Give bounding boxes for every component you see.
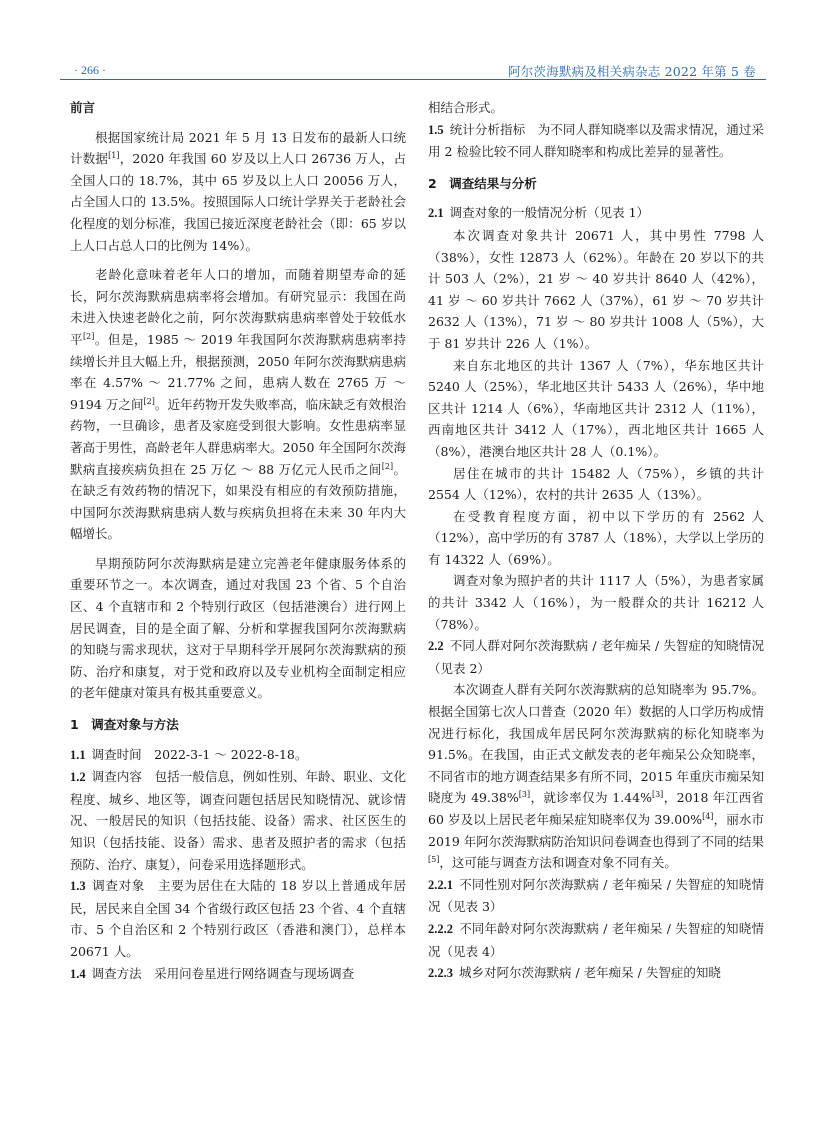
subsection-2-1: 2.1 调查对象的一般情况分析（见表 1） [428,205,650,221]
paragraph-residence: 居住在城市的共计 15482 人（75%），乡镇的共计 2554 人（12%），农村的共计 2635 人（13%）。 [428,465,764,503]
citation: [2] [143,396,155,406]
citation: [4] [702,811,714,821]
intro-paragraph-3: 早期预防阿尔茨海默病是建立完善老年健康服务体系的重要环节之一。本次调查，通过对我国 23 个省、5 个自治区、4 个直辖市和 2 个特别行政区（包括港澳台）进行网上居民调查，目的是全面了解、分析和掌握我国阿尔茨海默病的知晓与需求现状，这对于早期科学开展阿尔茨海默病的预防、治疗和康复，对于党和政府以及专业机构全面制定相应的老年健康对策具有极其重要意义。 [70,555,406,701]
citation: [3] [518,790,531,800]
paragraph-awareness: 本次调查人群有关阿尔茨海默病的总知晓率为 95.7%。根据全国第七次人口普查（2020 年）数据的人口学历构成情况进行标化，我国成年居民阿尔茨海默病的标化知晓率为 91.5%。在我国，由正式文献发表的老年痴呆公众知晓率，不同省市的地方调查结果多有所不同，2015 年重庆市痴呆知晓度为 49.38%[3]，就诊率仅为 1.44%[3]，2018 年江西省 60 岁及以上居民老年痴呆症知晓率仅为 39.00%[4]，丽水市 2019 年阿尔茨海默病防治知识问卷调查也得到了不同的结果[5]，这可能与调查方法和调查对象不同有关。 [428,682,764,871]
subsection-2-2: 2.2 不同人群对阿尔茨海默病 / 老年痴呆 / 失智症的知晓情况（见表 2） [428,638,764,676]
section-heading-intro: 前言 [70,100,96,115]
citation: [3] [651,790,664,800]
subsection-1-2: 1.2 调查内容 包括一般信息，例如性别、年龄、职业、文化程度、城乡、地区等，调查问题包括居民知晓情况、就诊情况、一般居民的知识（包括技能、设备）需求、社区医生的知识（包括技能、设备）需求、患者及照护者的需求（包括预防、治疗、康复），问卷采用选择题形式。 [70,769,406,872]
citation: [5] [428,855,440,865]
page-number: · 266 · [74,63,106,77]
subsection-1-4-continued: 相结合形式。 [428,100,504,115]
left-column [70,97,406,985]
intro-paragraph-2: 老龄化意味着老年人口的增加，而随着期望寿命的延长，阿尔茨海默病患病率将会增加。有研究显示：我国在尚未进入快速老龄化之前，阿尔茨海默病患病率曾处于较低水平[2]。但是，1985 ～ 2019 年我国阿尔茨海默病患病率持续增长并且大幅上升，根据预测，2050 年阿尔茨海默病患病率在 4.57% ～ 21.77% 之间，患病人数在 2765 万 ～ 9194 万之间[2]。近年药物开发失败率高，临床缺乏有效根治药物，一旦确诊，患者及家庭受到很大影响。女性患病率显著高于男性，高龄老年人群患病率大。2050 年全国阿尔茨海默病直接疾病负担在 25 万亿 ～ 88 万亿元人民币之间[2]。在缺乏有效药物的情况下，如果没有相应的有效预防措施，中国阿尔茨海默病患病人数与疾病负担将在未来 30 年内大幅增长。 [70,267,406,542]
right-column [428,97,764,985]
subsection-2-2-1: 2.2.1 不同性别对阿尔茨海默病 / 老年痴呆 / 失智症的知晓情况（见表 3） [428,876,764,915]
subsection-1-3: 1.3 调查对象 主要为居住在大陆的 18 岁以上普通成年居民，居民来自全国 34 个省级行政区包括 23 个省、4 个直辖市、5 个自治区和 2 个特别行政区（香港和澳门），总样本 20671 人。 [70,878,406,959]
paragraph-role: 调查对象为照护者的共计 1117 人（5%），为患者家属的共计 3342 人（16%），为一般群众的共计 16212 人（78%）。 [428,573,764,632]
subsection-1-1: 1.1 调查时间 2022-3-1 ～ 2022-8-18。 [70,746,308,762]
paragraph-general: 本次调查对象共计 20671 人，其中男性 7798 人（38%），女性 12873 人（62%）。年龄在 20 岁以下的共计 503 人（2%），21 岁 ～ 40 岁共计 8640 人（42%），41 岁 ～ 60 岁共计 7662 人（37%），61 岁 ～ 70 岁共计 2632 人（13%），71 岁 ～ 80 岁共计 1008 人（5%），大于 81 岁共计 226 人（1%）。 [428,227,764,351]
section-heading-1: 1 调查对象与方法 [70,717,179,733]
subsection-2-2-3: 2.2.3 城乡对阿尔茨海默病 / 老年痴呆 / 失智症的知晓 [428,965,721,981]
subsection-2-2-2: 2.2.2 不同年龄对阿尔茨海默病 / 老年痴呆 / 失智症的知晓情况（见表 4） [428,920,764,959]
journal-title: 阿尔茨海默病及相关病杂志 2022 年第 5 卷 [508,64,756,79]
subsection-1-4: 1.4 调查方法 采用问卷星进行网络调查与现场调查 [70,965,355,981]
intro-paragraph-1: 根据国家统计局 2021 年 5 月 13 日发布的最新人口统计数据[1]，2020 年我国 60 岁及以上人口 26736 万人，占全国人口的 18.7%，其中 65 岁及以上人口 20056 万人，占全国人口的 13.5%。按照国际人口统计学界关于老龄社会化程度的划分标准，我国已接近深度老龄社会（即：65 岁以上人口占总人口的比例为 14%）。 [70,129,406,253]
paragraph-region: 来自东北地区的共计 1367 人（7%），华东地区共计 5240 人（25%），华北地区共计 5433 人（26%），华中地区共计 1214 人（6%），华南地区共计 2312 人（11%），西南地区共计 3412 人（17%），西北地区共计 1665 人（8%），港澳台地区共计 28 人（0.1%）。 [428,357,764,459]
citation: [2] [381,461,394,471]
subsection-1-5: 1.5 统计分析指标 为不同人群知晓率以及需求情况，通过采用 2 检验比较不同人群知晓率和构成比差异的显著性。 [428,121,764,160]
paragraph-education: 在受教育程度方面，初中以下学历的有 2562 人（12%），高中学历的有 3787 人（18%），大学以上学历的有 14322 人（69%）。 [428,508,764,567]
citation: [2] [83,331,95,341]
citation: [1] [108,151,120,161]
running-header [60,58,766,80]
section-heading-2: 2 调查结果与分析 [428,175,537,191]
